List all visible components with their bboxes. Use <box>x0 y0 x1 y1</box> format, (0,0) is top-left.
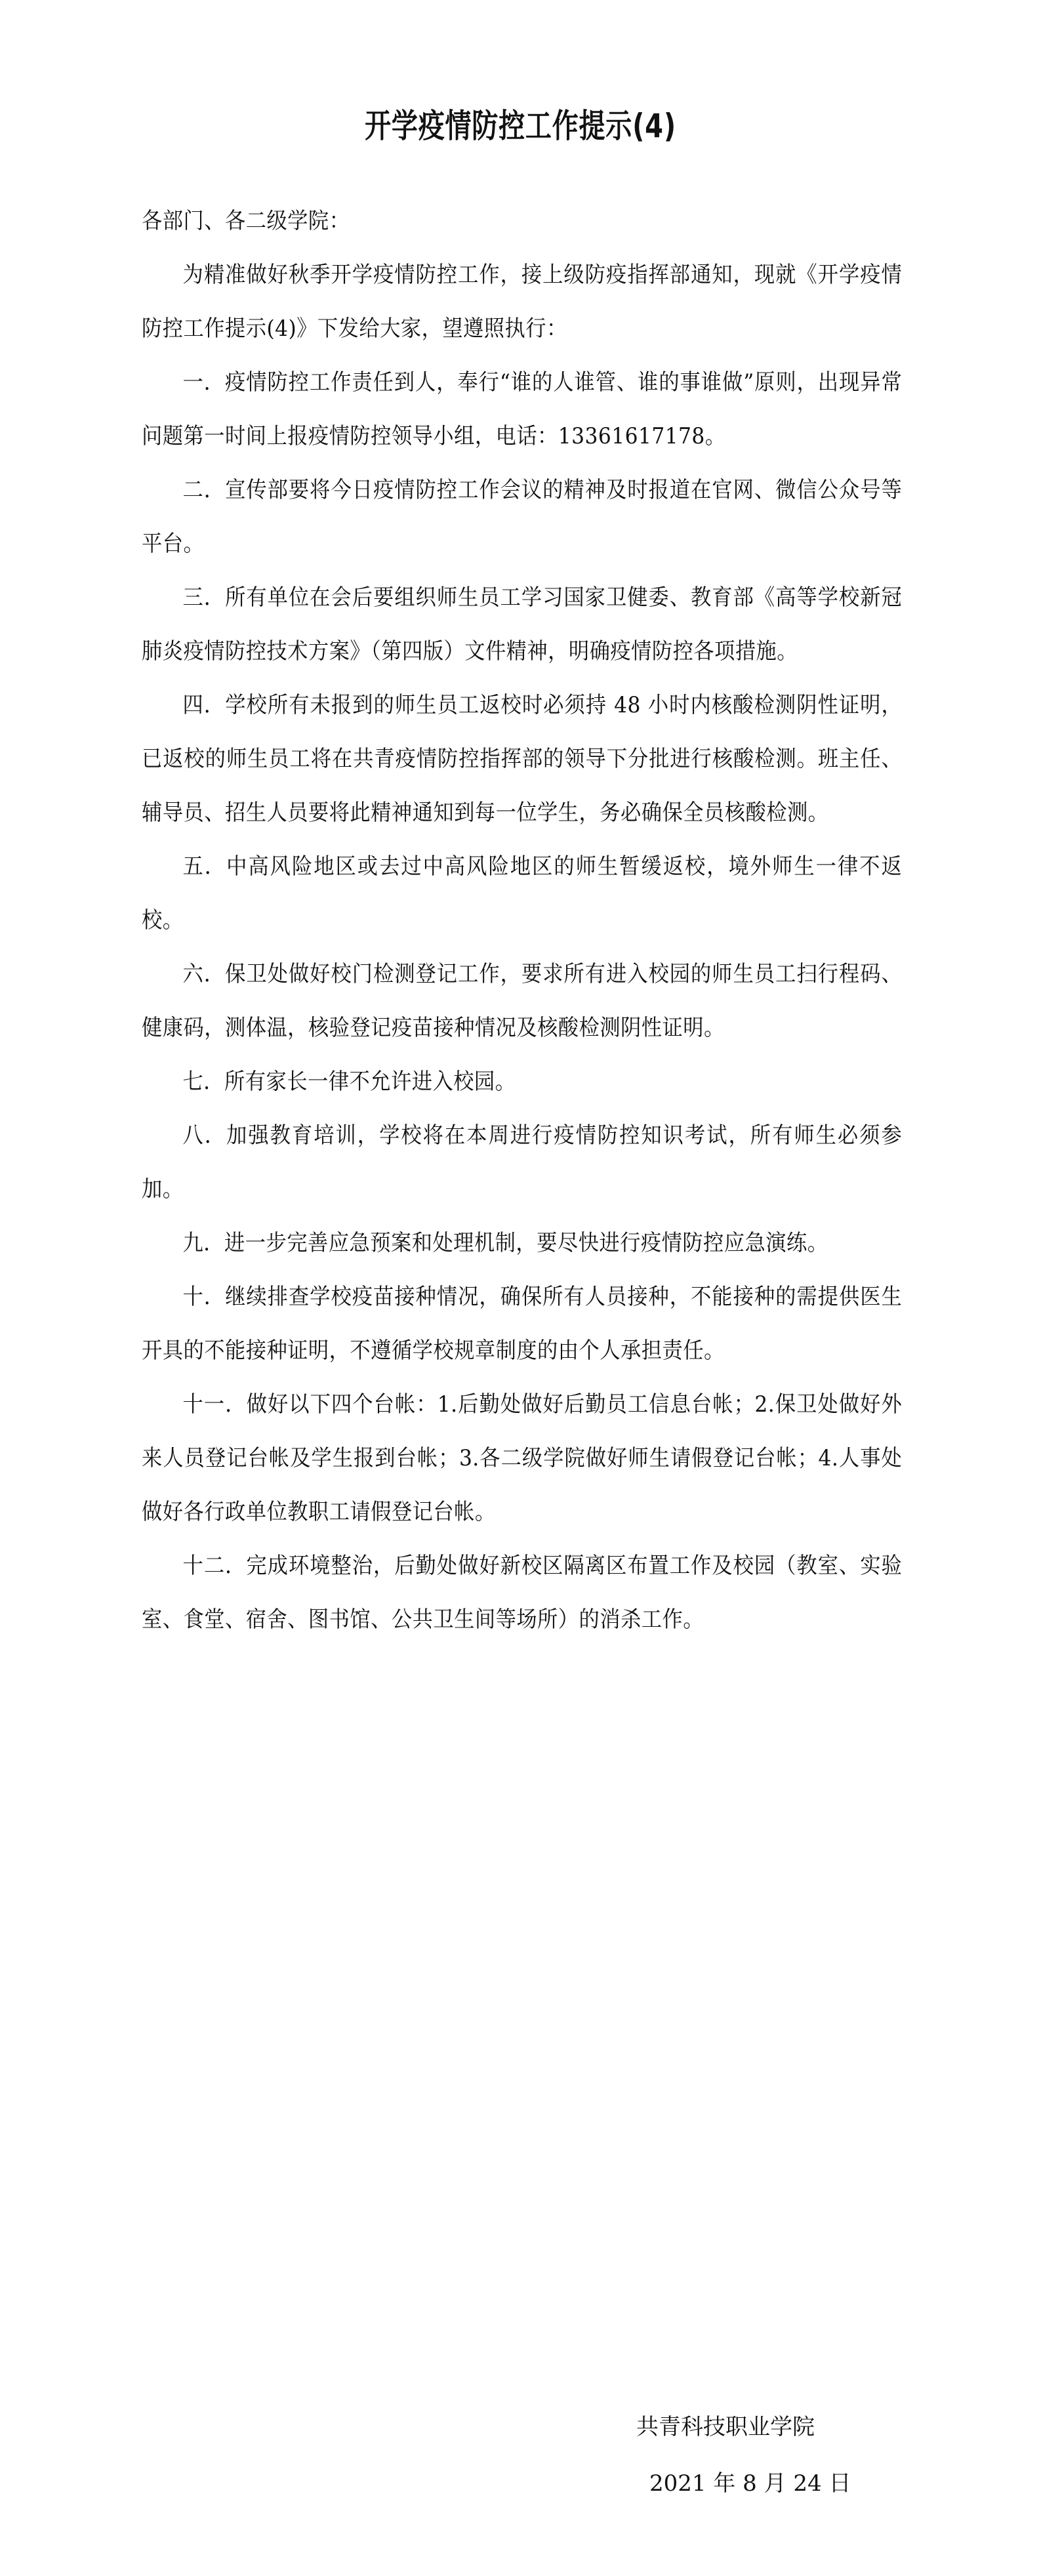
item-3: 三．所有单位在会后要组织师生员工学习国家卫健委、教育部《高等学校新冠肺炎疫情防控技术方案》（第四版）文件精神，明确疫情防控各项措施。 <box>142 584 903 664</box>
item-11: 十一．做好以下四个台帐：1.后勤处做好后勤员工信息台帐；2.保卫处做好外来人员登记台帐及学生报到台帐；3.各二级学院做好师生请假登记台帐；4.人事处做好各行政单位教职工请假登记台帐。 <box>142 1391 903 1525</box>
intro-paragraph: 为精准做好秋季开学疫情防控工作，接上级防疫指挥部通知，现就《开学疫情防控工作提示(4)》下发给大家，望遵照执行： <box>142 262 903 342</box>
item-9: 九．进一步完善应急预案和处理机制，要尽快进行疫情防控应急演练。 <box>182 1230 828 1256</box>
item-8: 八．加强教育培训，学校将在本周进行疫情防控知识考试，所有师生必须参加。 <box>142 1122 903 1202</box>
item-2: 二．宣传部要将今日疫情防控工作会议的精神及时报道在官网、微信公众号等平台。 <box>142 477 903 557</box>
document-body <box>142 194 903 1646</box>
document-title: 开学疫情防控工作提示(4) <box>365 107 676 145</box>
salutation: 各部门、各二级学院： <box>142 208 350 234</box>
item-10: 十．继续排查学校疫苗接种情况，确保所有人员接种，不能接种的需提供医生开具的不能接种证明，不遵循学校规章制度的由个人承担责任。 <box>142 1284 903 1364</box>
item-12: 十二．完成环境整治，后勤处做好新校区隔离区布置工作及校园（教室、实验室、食堂、宿舍、图书馆、公共卫生间等场所）的消杀工作。 <box>142 1553 903 1633</box>
item-6: 六．保卫处做好校门检测登记工作，要求所有进入校园的师生员工扫行程码、健康码，测体温，核验登记疫苗接种情况及核酸检测阴性证明。 <box>142 961 903 1041</box>
signature-organization: 共青科技职业学院 <box>636 2414 815 2440</box>
item-1: 一．疫情防控工作责任到人，奉行“谁的人谁管、谁的事谁做”原则，出现异常问题第一时间上报疫情防控领导小组，电话：13361617178。 <box>142 369 903 449</box>
item-4: 四．学校所有未报到的师生员工返校时必须持 48 小时内核酸检测阴性证明，已返校的师生员工将在共青疫情防控指挥部的领导下分批进行核酸检测。班主任、辅导员、招生人员要将此精神通知到每一位学生，务必确保全员核酸检测。 <box>142 692 903 826</box>
item-7: 七．所有家长一律不允许进入校园。 <box>182 1069 516 1095</box>
signature-date: 2021 年 8 月 24 日 <box>649 2470 851 2497</box>
item-5: 五．中高风险地区或去过中高风险地区的师生暂缓返校，境外师生一律不返校。 <box>142 853 903 933</box>
